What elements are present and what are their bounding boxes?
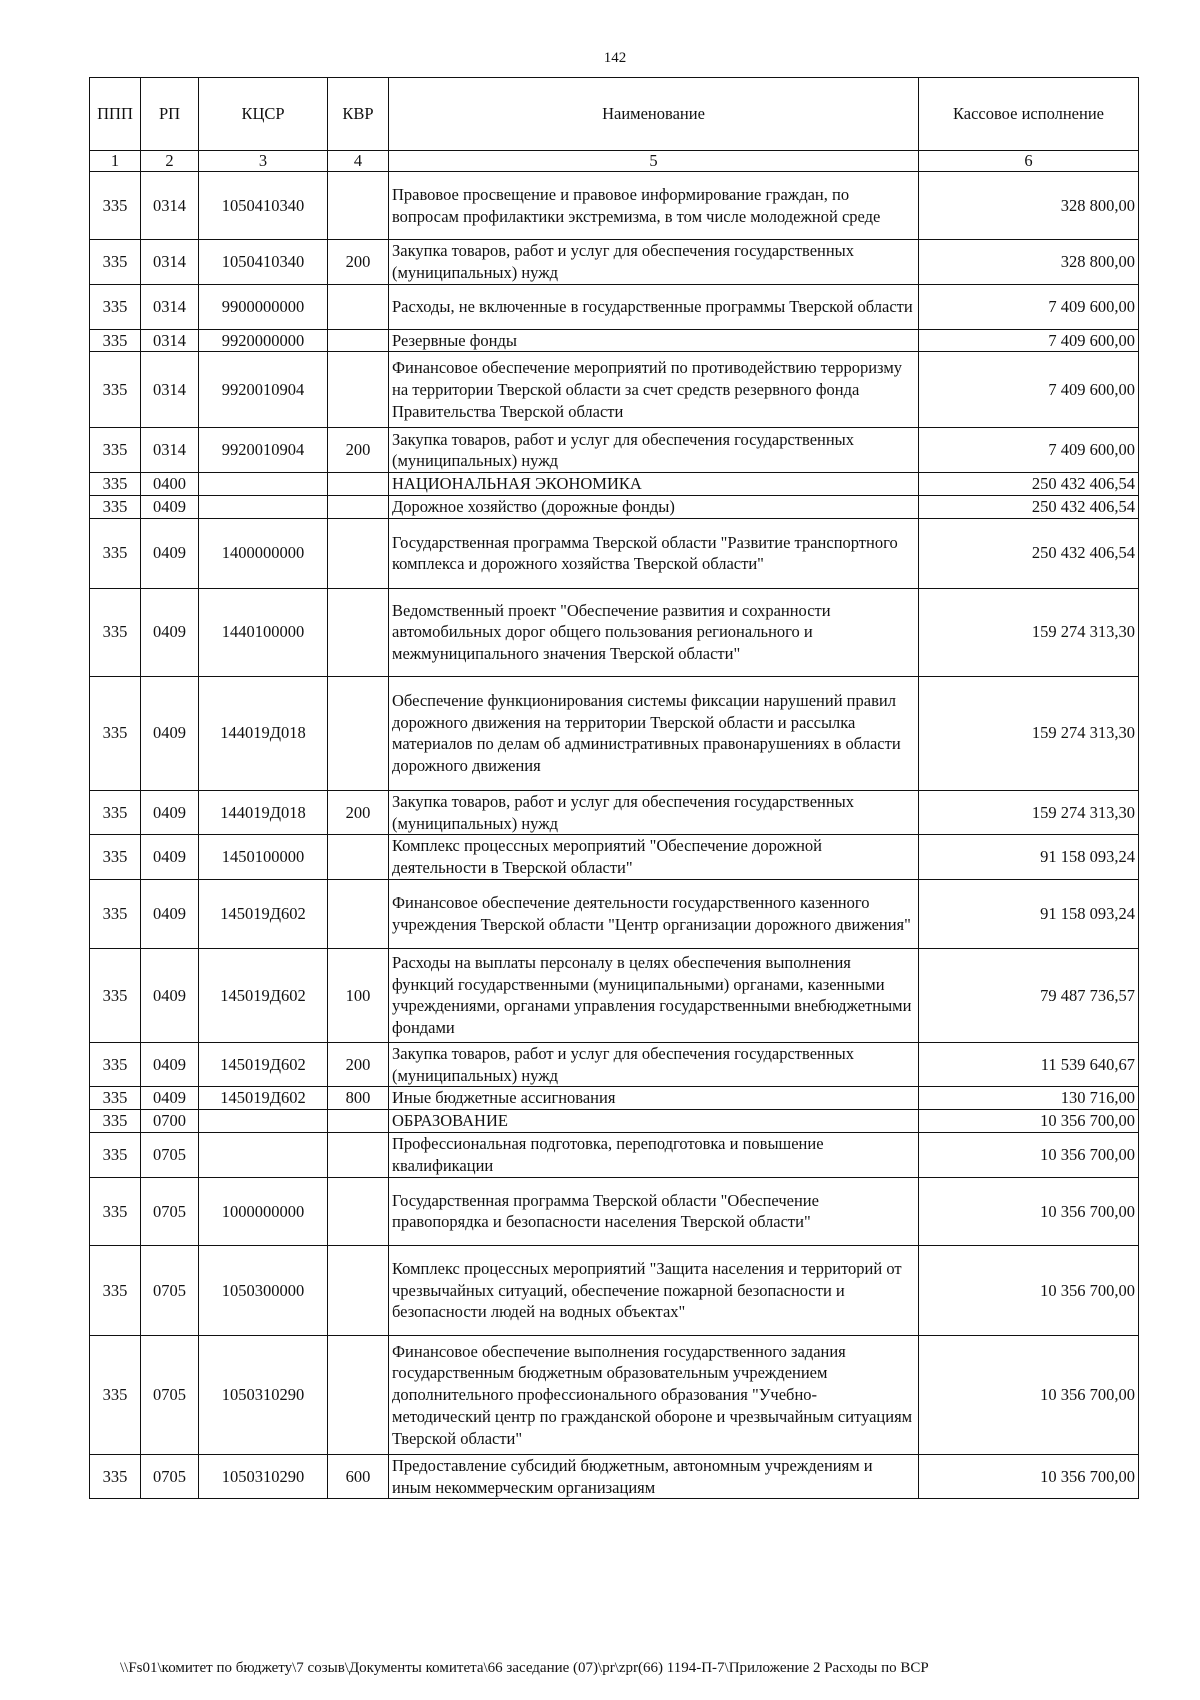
- cell-rp: 0705: [141, 1335, 199, 1454]
- cell-rp: 0705: [141, 1454, 199, 1499]
- cell-ppp: 335: [90, 1132, 141, 1177]
- cell-name: Иные бюджетные ассигнования: [389, 1087, 919, 1110]
- cell-kvr: [328, 1245, 389, 1335]
- cell-kvr: [328, 329, 389, 352]
- column-number: 5: [389, 151, 919, 172]
- cell-ppp: 335: [90, 676, 141, 790]
- footer-file-path: \\Fs01\комитет по бюджету\7 созыв\Документы комитета\66 заседание (07)\pr\zpr(66) 1194-П-7\Приложение 2 Расходы по ВСР: [120, 1660, 929, 1676]
- header-amount: Кассовое исполнение: [919, 78, 1139, 151]
- cell-amount: 91 158 093,24: [919, 879, 1139, 948]
- cell-kcsr: 1050410340: [199, 240, 328, 285]
- column-number: 1: [90, 151, 141, 172]
- cell-ppp: 335: [90, 329, 141, 352]
- cell-name: НАЦИОНАЛЬНАЯ ЭКОНОМИКА: [389, 473, 919, 496]
- cell-name: Расходы, не включенные в государственные программы Тверской области: [389, 284, 919, 329]
- table-row: [90, 172, 1139, 240]
- cell-kcsr: 1050310290: [199, 1335, 328, 1454]
- table-row: [90, 790, 1139, 835]
- cell-kvr: [328, 879, 389, 948]
- cell-amount: 159 274 313,30: [919, 676, 1139, 790]
- column-number: 6: [919, 151, 1139, 172]
- cell-amount: 159 274 313,30: [919, 790, 1139, 835]
- cell-name: Закупка товаров, работ и услуг для обеспечения государственных (муниципальных) нужд: [389, 428, 919, 473]
- cell-kcsr: 1450100000: [199, 835, 328, 880]
- cell-kvr: [328, 1335, 389, 1454]
- cell-amount: 130 716,00: [919, 1087, 1139, 1110]
- cell-kvr: [328, 1177, 389, 1245]
- cell-ppp: 335: [90, 1177, 141, 1245]
- cell-kvr: [328, 352, 389, 428]
- cell-kvr: 100: [328, 948, 389, 1042]
- cell-amount: 10 356 700,00: [919, 1335, 1139, 1454]
- table-row: [90, 1177, 1139, 1245]
- cell-amount: 10 356 700,00: [919, 1110, 1139, 1133]
- cell-amount: 10 356 700,00: [919, 1132, 1139, 1177]
- cell-kvr: 200: [328, 1042, 389, 1087]
- column-number: 4: [328, 151, 389, 172]
- cell-rp: 0705: [141, 1177, 199, 1245]
- table-row: [90, 496, 1139, 519]
- table-row: [90, 879, 1139, 948]
- cell-amount: 11 539 640,67: [919, 1042, 1139, 1087]
- cell-rp: 0409: [141, 496, 199, 519]
- cell-kcsr: 1050300000: [199, 1245, 328, 1335]
- cell-kcsr: [199, 473, 328, 496]
- table-row: [90, 948, 1139, 1042]
- cell-kvr: [328, 676, 389, 790]
- header-kcsr: КЦСР: [199, 78, 328, 151]
- cell-ppp: 335: [90, 496, 141, 519]
- cell-rp: 0409: [141, 676, 199, 790]
- cell-rp: 0314: [141, 352, 199, 428]
- cell-name: Закупка товаров, работ и услуг для обеспечения государственных (муниципальных) нужд: [389, 240, 919, 285]
- cell-amount: 10 356 700,00: [919, 1454, 1139, 1499]
- cell-name: Правовое просвещение и правовое информирование граждан, по вопросам профилактики экстремизма, в том числе молодежной среде: [389, 172, 919, 240]
- cell-rp: 0314: [141, 240, 199, 285]
- cell-rp: 0409: [141, 1042, 199, 1087]
- cell-kvr: [328, 518, 389, 588]
- cell-kvr: 200: [328, 240, 389, 285]
- cell-rp: 0400: [141, 473, 199, 496]
- table-row: [90, 1042, 1139, 1087]
- cell-amount: 7 409 600,00: [919, 428, 1139, 473]
- cell-amount: 159 274 313,30: [919, 588, 1139, 676]
- cell-ppp: 335: [90, 240, 141, 285]
- table-row: [90, 1110, 1139, 1133]
- table-row: [90, 1132, 1139, 1177]
- cell-name: Закупка товаров, работ и услуг для обеспечения государственных (муниципальных) нужд: [389, 1042, 919, 1087]
- table-row: [90, 676, 1139, 790]
- cell-kcsr: 145019Д602: [199, 879, 328, 948]
- header-kvr: КВР: [328, 78, 389, 151]
- table-row: [90, 1335, 1139, 1454]
- cell-name: Комплекс процессных мероприятий "Защита населения и территорий от чрезвычайных ситуаций, обеспечение пожарной безопасности и безопасности людей на водных объектах": [389, 1245, 919, 1335]
- cell-rp: 0314: [141, 284, 199, 329]
- cell-name: Ведомственный проект "Обеспечение развития и сохранности автомобильных дорог общего пользования регионального и межмуниципального значения Тверской области": [389, 588, 919, 676]
- cell-ppp: 335: [90, 948, 141, 1042]
- table-row: [90, 1087, 1139, 1110]
- cell-amount: 250 432 406,54: [919, 496, 1139, 519]
- table-header-row: [90, 78, 1139, 151]
- cell-kvr: 200: [328, 428, 389, 473]
- cell-kcsr: 145019Д602: [199, 1087, 328, 1110]
- table-row: [90, 835, 1139, 880]
- column-number: 3: [199, 151, 328, 172]
- cell-kvr: [328, 496, 389, 519]
- cell-ppp: 335: [90, 790, 141, 835]
- cell-ppp: 335: [90, 172, 141, 240]
- column-number: 2: [141, 151, 199, 172]
- cell-ppp: 335: [90, 1042, 141, 1087]
- cell-kcsr: 144019Д018: [199, 790, 328, 835]
- cell-name: Финансовое обеспечение мероприятий по противодействию терроризму на территории Тверской области за счет средств резервного фонда Правительства Тверской области: [389, 352, 919, 428]
- cell-amount: 10 356 700,00: [919, 1177, 1139, 1245]
- cell-kcsr: [199, 1132, 328, 1177]
- table-row: [90, 240, 1139, 285]
- cell-amount: 250 432 406,54: [919, 518, 1139, 588]
- cell-ppp: 335: [90, 284, 141, 329]
- cell-amount: 7 409 600,00: [919, 284, 1139, 329]
- cell-kvr: 200: [328, 790, 389, 835]
- cell-kcsr: 145019Д602: [199, 1042, 328, 1087]
- cell-amount: 328 800,00: [919, 240, 1139, 285]
- cell-name: Резервные фонды: [389, 329, 919, 352]
- cell-rp: 0705: [141, 1132, 199, 1177]
- cell-name: ОБРАЗОВАНИЕ: [389, 1110, 919, 1133]
- cell-rp: 0700: [141, 1110, 199, 1133]
- cell-ppp: 335: [90, 588, 141, 676]
- header-ppp: ППП: [90, 78, 141, 151]
- cell-kvr: 800: [328, 1087, 389, 1110]
- table-row: [90, 1454, 1139, 1499]
- cell-rp: 0314: [141, 329, 199, 352]
- cell-amount: 79 487 736,57: [919, 948, 1139, 1042]
- cell-rp: 0409: [141, 518, 199, 588]
- cell-name: Комплекс процессных мероприятий "Обеспечение дорожной деятельности в Тверской области": [389, 835, 919, 880]
- cell-rp: 0409: [141, 835, 199, 880]
- cell-name: Профессиональная подготовка, переподготовка и повышение квалификации: [389, 1132, 919, 1177]
- cell-kvr: [328, 835, 389, 880]
- cell-name: Финансовое обеспечение выполнения государственного задания государственным бюджетным образовательным учреждением дополнительного профессионального образования "Учебно-методический центр по гражданской обороне и чрезвычайным ситуациям Тверской области": [389, 1335, 919, 1454]
- table-row: [90, 352, 1139, 428]
- cell-rp: 0314: [141, 428, 199, 473]
- table-row: [90, 518, 1139, 588]
- cell-kcsr: [199, 496, 328, 519]
- cell-kvr: [328, 588, 389, 676]
- cell-amount: 91 158 093,24: [919, 835, 1139, 880]
- cell-rp: 0314: [141, 172, 199, 240]
- cell-name: Предоставление субсидий бюджетным, автономным учреждениям и иным некоммерческим организациям: [389, 1454, 919, 1499]
- cell-kcsr: [199, 1110, 328, 1133]
- cell-amount: 10 356 700,00: [919, 1245, 1139, 1335]
- cell-ppp: 335: [90, 1335, 141, 1454]
- cell-kcsr: 1050410340: [199, 172, 328, 240]
- cell-name: Финансовое обеспечение деятельности государственного казенного учреждения Тверской области "Центр организации дорожного движения": [389, 879, 919, 948]
- cell-rp: 0409: [141, 790, 199, 835]
- table-row: [90, 428, 1139, 473]
- cell-rp: 0409: [141, 879, 199, 948]
- cell-name: Расходы на выплаты персоналу в целях обеспечения выполнения функций государственными (муниципальными) органами, казенными учреждениями, органами управления государственными внебюджетными фондами: [389, 948, 919, 1042]
- cell-ppp: 335: [90, 879, 141, 948]
- table-body: [90, 172, 1139, 1499]
- cell-amount: 328 800,00: [919, 172, 1139, 240]
- cell-ppp: 335: [90, 1245, 141, 1335]
- table-row: [90, 284, 1139, 329]
- cell-amount: 7 409 600,00: [919, 352, 1139, 428]
- cell-ppp: 335: [90, 1110, 141, 1133]
- cell-kvr: [328, 284, 389, 329]
- cell-ppp: 335: [90, 1454, 141, 1499]
- cell-name: Закупка товаров, работ и услуг для обеспечения государственных (муниципальных) нужд: [389, 790, 919, 835]
- cell-ppp: 335: [90, 835, 141, 880]
- budget-table: [89, 77, 1139, 1499]
- cell-ppp: 335: [90, 428, 141, 473]
- cell-rp: 0409: [141, 588, 199, 676]
- cell-ppp: 335: [90, 518, 141, 588]
- column-number-row: [90, 151, 1139, 172]
- cell-ppp: 335: [90, 473, 141, 496]
- cell-kcsr: 9900000000: [199, 284, 328, 329]
- cell-rp: 0409: [141, 948, 199, 1042]
- cell-ppp: 335: [90, 1087, 141, 1110]
- cell-kcsr: 144019Д018: [199, 676, 328, 790]
- cell-kvr: [328, 1132, 389, 1177]
- cell-name: Государственная программа Тверской области "Развитие транспортного комплекса и дорожного хозяйства Тверской области": [389, 518, 919, 588]
- cell-kvr: [328, 473, 389, 496]
- cell-kcsr: 145019Д602: [199, 948, 328, 1042]
- table-row: [90, 473, 1139, 496]
- table-row: [90, 588, 1139, 676]
- table-row: [90, 1245, 1139, 1335]
- cell-kvr: [328, 172, 389, 240]
- cell-kvr: [328, 1110, 389, 1133]
- cell-amount: 250 432 406,54: [919, 473, 1139, 496]
- header-rp: РП: [141, 78, 199, 151]
- cell-kcsr: 1400000000: [199, 518, 328, 588]
- cell-name: Обеспечение функционирования системы фиксации нарушений правил дорожного движения на территории Тверской области и рассылка материалов по делам об административных правонарушениях в области дорожного движения: [389, 676, 919, 790]
- table-row: [90, 329, 1139, 352]
- cell-kcsr: 1440100000: [199, 588, 328, 676]
- cell-rp: 0705: [141, 1245, 199, 1335]
- cell-amount: 7 409 600,00: [919, 329, 1139, 352]
- page-number: 142: [603, 50, 627, 66]
- cell-ppp: 335: [90, 352, 141, 428]
- cell-name: Государственная программа Тверской области "Обеспечение правопорядка и безопасности населения Тверской области": [389, 1177, 919, 1245]
- cell-kcsr: 9920010904: [199, 352, 328, 428]
- cell-kcsr: 9920010904: [199, 428, 328, 473]
- header-name: Наименование: [389, 78, 919, 151]
- cell-rp: 0409: [141, 1087, 199, 1110]
- cell-kvr: 600: [328, 1454, 389, 1499]
- cell-kcsr: 1000000000: [199, 1177, 328, 1245]
- cell-name: Дорожное хозяйство (дорожные фонды): [389, 496, 919, 519]
- cell-kcsr: 1050310290: [199, 1454, 328, 1499]
- cell-kcsr: 9920000000: [199, 329, 328, 352]
